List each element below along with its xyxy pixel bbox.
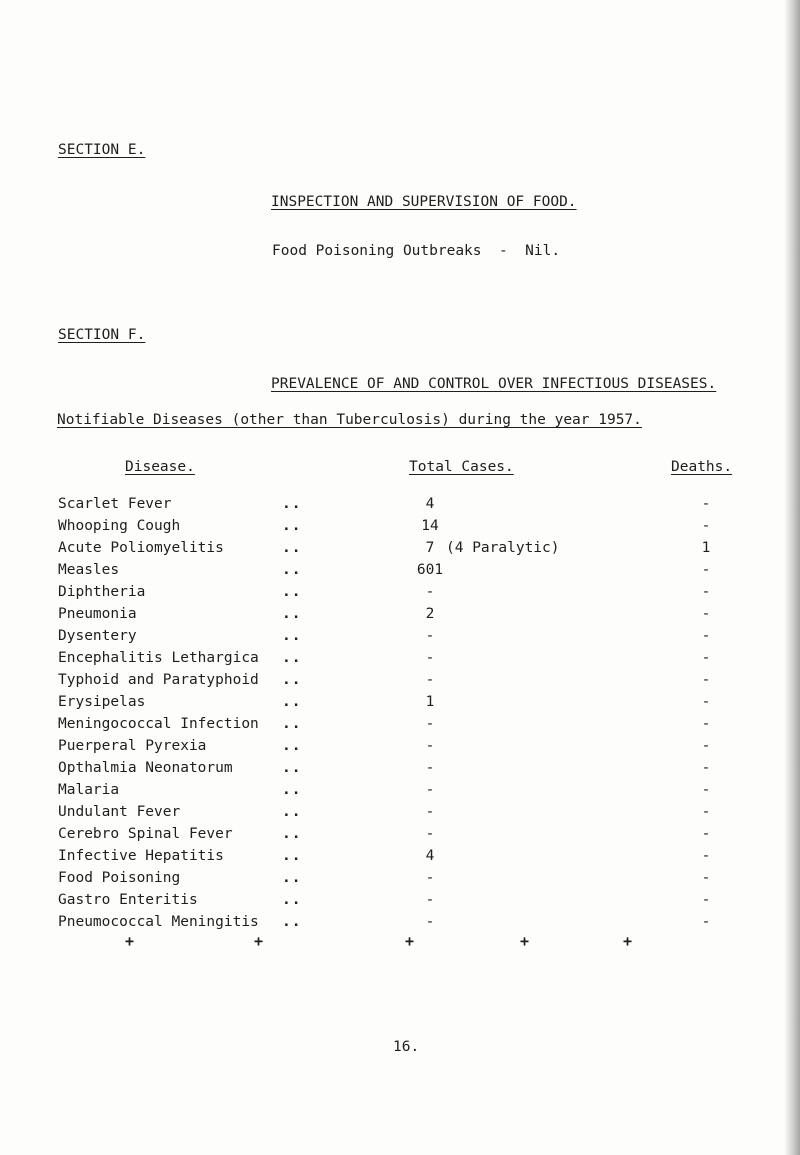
disease-name: Acute Poliomyelitis (58, 540, 224, 556)
dot-leader: .. (282, 562, 302, 578)
total-cases: 2 (425, 606, 435, 622)
total-cases: - (425, 672, 435, 688)
deaths-count: - (701, 870, 711, 886)
disease-name: Gastro Enteritis (58, 892, 198, 908)
section-f-heading: SECTION F. (58, 327, 146, 343)
deaths-count: - (701, 804, 711, 820)
total-cases: - (425, 584, 435, 600)
disease-name: Typhoid and Paratyphoid (58, 672, 259, 688)
deaths-count: - (701, 892, 711, 908)
cases-note: (4 Paralytic) (446, 540, 560, 556)
dot-leader: .. (282, 892, 302, 908)
total-cases: 601 (416, 562, 444, 578)
deaths-count: 1 (701, 540, 711, 556)
dot-leader: .. (282, 672, 302, 688)
dot-leader: .. (282, 848, 302, 864)
section-e-title: INSPECTION AND SUPERVISION OF FOOD. (271, 194, 577, 210)
dot-leader: .. (282, 540, 302, 556)
deaths-count: - (701, 826, 711, 842)
dot-leader: .. (282, 914, 302, 930)
total-cases: 7 (425, 540, 435, 556)
disease-name: Puerperal Pyrexia (58, 738, 207, 754)
disease-name: Pneumonia (58, 606, 137, 622)
total-cases: 14 (421, 518, 439, 534)
disease-name: Infective Hepatitis (58, 848, 224, 864)
disease-name: Diphtheria (58, 584, 146, 600)
ornament-plus: + (623, 932, 633, 950)
dot-leader: .. (282, 496, 302, 512)
dot-leader: .. (282, 628, 302, 644)
disease-name: Erysipelas (58, 694, 146, 710)
section-f-title: PREVALENCE OF AND CONTROL OVER INFECTIOUS DISEASES. (271, 376, 717, 392)
dot-leader: .. (282, 870, 302, 886)
deaths-count: - (701, 562, 711, 578)
dot-leader: .. (282, 738, 302, 754)
deaths-count: - (701, 628, 711, 644)
deaths-count: - (701, 606, 711, 622)
deaths-count: - (701, 914, 711, 930)
deaths-count: - (701, 738, 711, 754)
disease-name: Encephalitis Lethargica (58, 650, 259, 666)
dot-leader: .. (282, 804, 302, 820)
section-e-line: Food Poisoning Outbreaks - Nil. (272, 243, 561, 259)
total-cases: - (425, 892, 435, 908)
deaths-count: - (701, 672, 711, 688)
page-edge-shadow (784, 0, 800, 1155)
dot-leader: .. (282, 716, 302, 732)
dot-leader: .. (282, 584, 302, 600)
ornament-plus: + (125, 932, 135, 950)
section-e-heading: SECTION E. (58, 142, 146, 158)
section-f-subtitle: Notifiable Diseases (other than Tuberculosis) during the year 1957. (57, 412, 642, 428)
disease-name: Malaria (58, 782, 120, 798)
total-cases: - (425, 628, 435, 644)
header-total-cases: Total Cases. (409, 459, 514, 475)
deaths-count: - (701, 496, 711, 512)
dot-leader: .. (282, 694, 302, 710)
deaths-count: - (701, 694, 711, 710)
deaths-count: - (701, 584, 711, 600)
disease-name: Scarlet Fever (58, 496, 172, 512)
total-cases: - (425, 738, 435, 754)
total-cases: - (425, 914, 435, 930)
total-cases: - (425, 870, 435, 886)
disease-name: Dysentery (58, 628, 137, 644)
deaths-count: - (701, 650, 711, 666)
dot-leader: .. (282, 760, 302, 776)
ornament-plus: + (520, 932, 530, 950)
deaths-count: - (701, 518, 711, 534)
total-cases: 1 (425, 694, 435, 710)
disease-name: Whooping Cough (58, 518, 181, 534)
total-cases: 4 (425, 848, 435, 864)
dot-leader: .. (282, 782, 302, 798)
ornament-plus: + (254, 932, 264, 950)
ornament-plus: + (405, 932, 415, 950)
total-cases: - (425, 804, 435, 820)
header-deaths: Deaths. (671, 459, 733, 475)
deaths-count: - (701, 782, 711, 798)
disease-name: Pneumococcal Meningitis (58, 914, 259, 930)
header-disease: Disease. (125, 459, 195, 475)
disease-name: Measles (58, 562, 120, 578)
deaths-count: - (701, 716, 711, 732)
total-cases: - (425, 650, 435, 666)
deaths-count: - (701, 848, 711, 864)
dot-leader: .. (282, 606, 302, 622)
disease-name: Food Poisoning (58, 870, 181, 886)
total-cases: - (425, 782, 435, 798)
total-cases: - (425, 826, 435, 842)
dot-leader: .. (282, 650, 302, 666)
disease-name: Meningococcal Infection (58, 716, 259, 732)
total-cases: - (425, 760, 435, 776)
dot-leader: .. (282, 518, 302, 534)
deaths-count: - (701, 760, 711, 776)
dot-leader: .. (282, 826, 302, 842)
total-cases: - (425, 716, 435, 732)
disease-name: Cerebro Spinal Fever (58, 826, 233, 842)
disease-name: Opthalmia Neonatorum (58, 760, 233, 776)
total-cases: 4 (425, 496, 435, 512)
disease-name: Undulant Fever (58, 804, 181, 820)
page-number: 16. (393, 1039, 420, 1055)
